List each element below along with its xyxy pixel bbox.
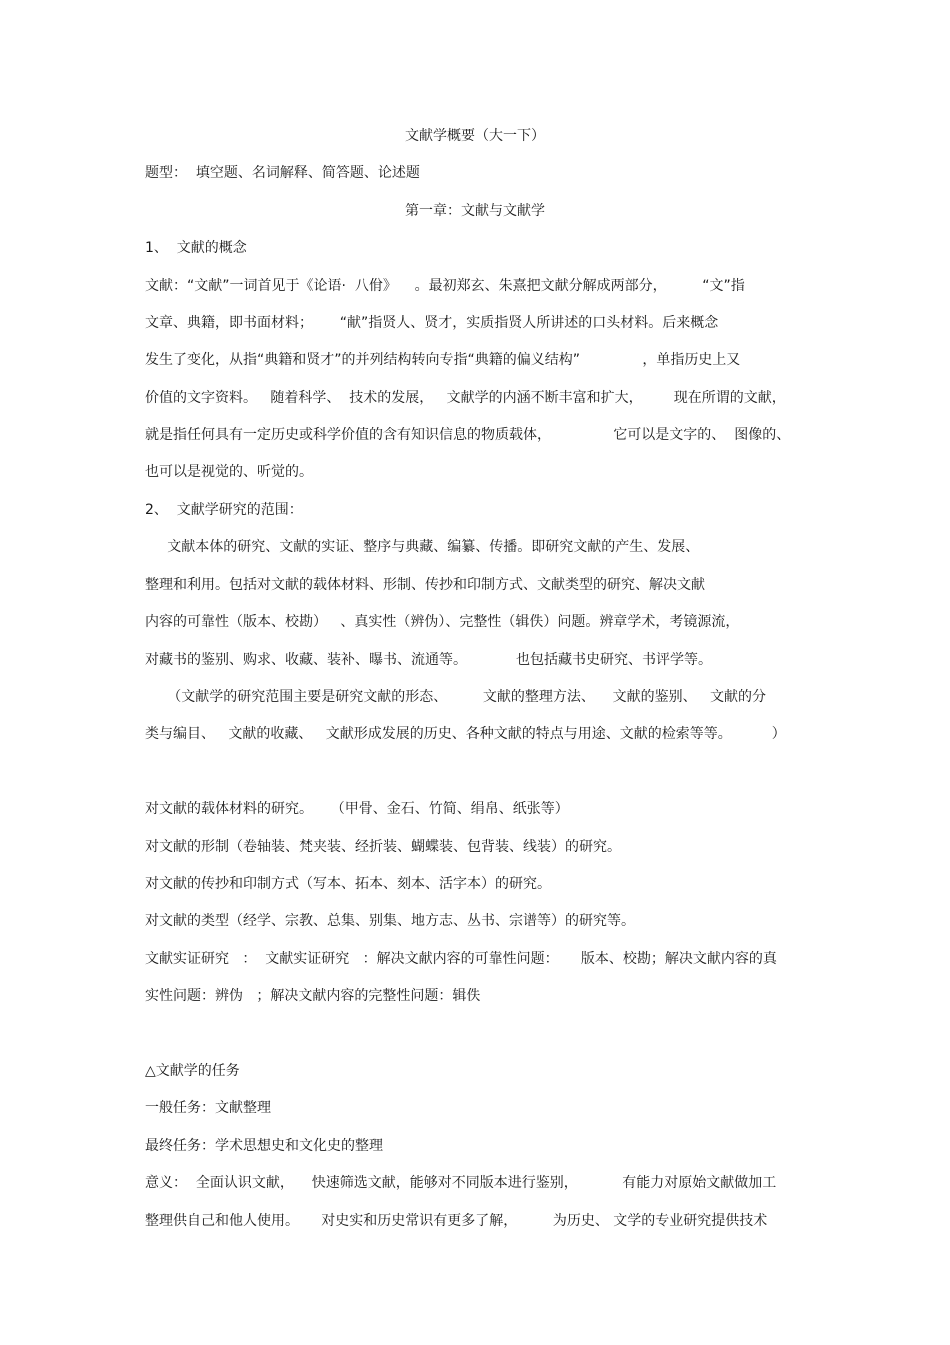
list-item: 文献实证研究 ： 文献实证研究 ：解决文献内容的可靠性问题： 版本、校勘；解决文献内容的真 [145,951,777,967]
list-item: 实性问题：辨伪 ；解决文献内容的完整性问题：辑佚 [145,988,481,1004]
list-item: 对文献的类型（经学、宗教、总集、别集、地方志、丛书、宗谱等）的研究等。 [145,913,635,929]
paragraph-line: 文献本体的研究、文献的实证、整序与典藏、编纂、传播。即研究文献的产生、发展、 [145,539,700,555]
paragraph-line: 类与编目、 文献的收藏、 文献形成发展的历史、各种文献的特点与用途、文献的检索等等。 ） [145,726,786,742]
paragraph-line: 意义： 全面认识文献， 快速筛选文献，能够对不同版本进行鉴别， 有能力对原始文献做加工 [145,1175,777,1191]
paragraph-line: 发生了变化，从指“典籍和贤才”的并列结构转向专指“典籍的偏义结构” ，单指历史上又 [145,352,741,368]
paragraph-line: 也可以是视觉的、听觉的。 [145,464,313,480]
list-item: 对文献的载体材料的研究。 （甲骨、金石、竹简、绢帛、纸张等） [145,801,569,817]
chapter-title: 第一章：文献与文献学 [405,203,545,219]
question-types: 题型： 填空题、名词解释、简答题、论述题 [145,165,420,181]
document-title: 文献学概要（大一下） [405,128,545,144]
paragraph-line: 文献：“文献”一词首见于《论语· 八佾》 。最初郑玄、朱熹把文献分解成两部分， “文”指 [145,278,745,294]
paragraph-line: 整理供自己和他人使用。 对史实和历史常识有更多了解， 为历史、 文学的专业研究提供技术 [145,1213,768,1229]
task-line: 最终任务：学术思想史和文化史的整理 [145,1138,383,1154]
paragraph-line: 整理和利用。包括对文献的载体材料、形制、传抄和印制方式、文献类型的研究、解决文献 [145,577,705,593]
paragraph-line: 内容的可靠性（版本、校勘） 、真实性（辨伪）、完整性（辑佚）问题。辨章学术，考镜源流， [145,614,740,630]
paragraph-line: 就是指任何具有一定历史或科学价值的含有知识信息的物质载体， 它可以是文字的、 图像的、 [145,427,791,443]
paragraph-line: 价值的文字资料。 随着科学、 技术的发展， 文献学的内涵不断丰富和扩大， 现在所谓的文献， [145,390,786,406]
task-line: 一般任务：文献整理 [145,1100,271,1116]
list-item: 对文献的传抄和印制方式（写本、拓本、刻本、活字本）的研究。 [145,876,551,892]
paragraph-line: 文章、典籍，即书面材料； “献”指贤人、贤才，实质指贤人所讲述的口头材料。后来概念 [145,315,719,331]
section-heading: △文献学的任务 [145,1063,240,1079]
paragraph-line: 对藏书的鉴别、购求、收藏、装补、曝书、流通等。 也包括藏书史研究、书评学等。 [145,652,712,668]
section-heading: 2、 文献学研究的范围： [145,502,303,518]
paragraph-line: （文献学的研究范围主要是研究文献的形态、 文献的整理方法、 文献的鉴别、 文献的分 [145,689,767,705]
list-item: 对文献的形制（卷轴装、梵夹装、经折装、蝴蝶装、包背装、线装）的研究。 [145,839,621,855]
section-heading: 1、 文献的概念 [145,240,247,256]
